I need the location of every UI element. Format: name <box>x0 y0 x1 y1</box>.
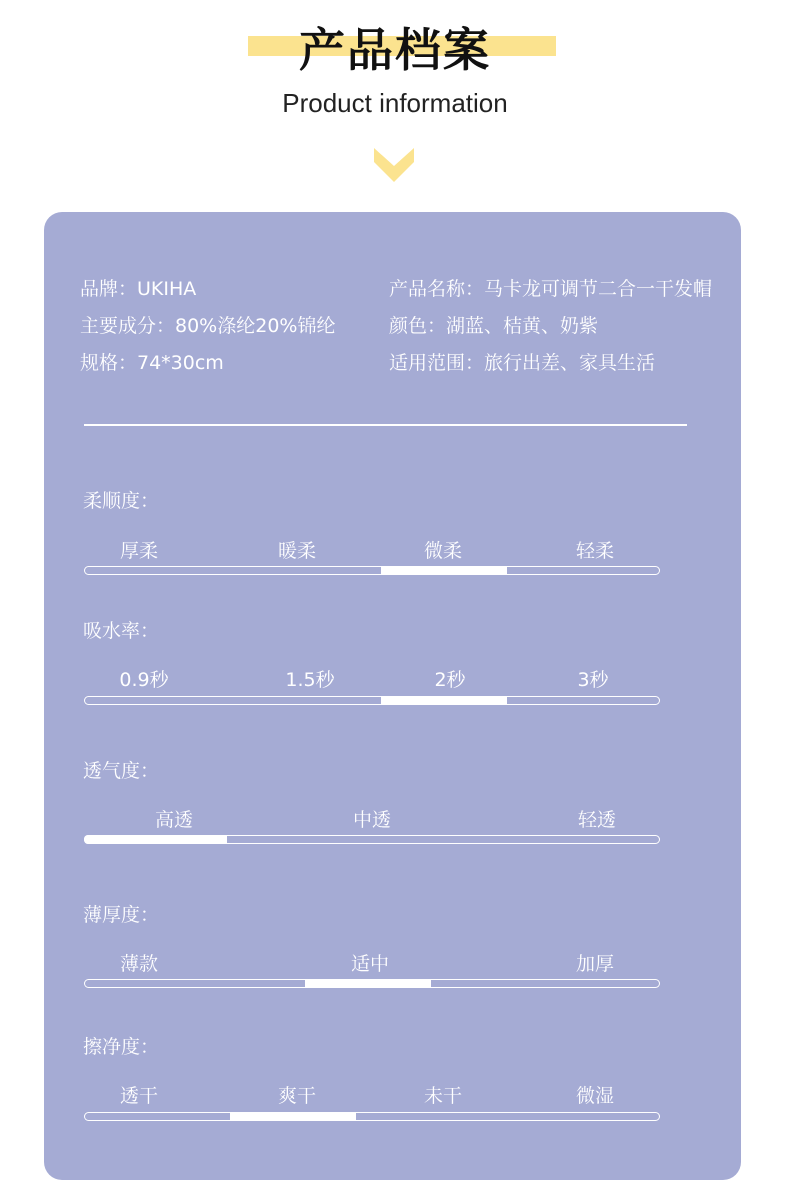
thickness-level-indicator <box>305 979 431 988</box>
thickness-option: 适中 <box>350 953 390 975</box>
breathability-option: 中透 <box>352 809 392 831</box>
absorption-label: 吸水率： <box>83 620 160 642</box>
thickness-track <box>84 979 660 988</box>
thickness-option: 加厚 <box>575 953 615 975</box>
softness-option: 微柔 <box>423 540 463 562</box>
absorption-level-indicator <box>381 696 507 705</box>
brand-info: 品牌：UKIHA <box>80 278 197 300</box>
breathability-label: 透气度： <box>83 760 160 782</box>
chevron-down-icon <box>372 146 416 184</box>
thickness-label: 薄厚度： <box>83 904 160 926</box>
product-info-card <box>44 212 741 1180</box>
breathability-option: 高透 <box>154 809 194 831</box>
breathability-level-indicator <box>84 835 227 844</box>
softness-level-indicator <box>381 566 507 575</box>
divider <box>84 424 687 426</box>
dryness-option: 透干 <box>119 1085 159 1107</box>
softness-track <box>84 566 660 575</box>
softness-option: 暖柔 <box>277 540 317 562</box>
dryness-track <box>84 1112 660 1121</box>
header <box>0 0 790 200</box>
absorption-option: 1.5秒 <box>285 669 335 691</box>
page-subtitle: Product information <box>282 88 508 118</box>
dryness-option: 未干 <box>423 1085 463 1107</box>
product-name-info: 产品名称：马卡龙可调节二合一干发帽 <box>389 278 713 300</box>
absorption-option: 2秒 <box>434 669 466 691</box>
dryness-option: 爽干 <box>277 1085 317 1107</box>
breathability-track <box>84 835 660 844</box>
scope-info: 适用范围：旅行出差、家具生活 <box>389 352 656 374</box>
softness-label: 柔顺度： <box>83 490 160 512</box>
material-info: 主要成分：80%涤纶20%锦纶 <box>80 315 336 337</box>
breathability-option: 轻透 <box>577 809 617 831</box>
absorption-track <box>84 696 660 705</box>
dryness-level-indicator <box>230 1112 356 1121</box>
dryness-label: 擦净度： <box>83 1036 160 1058</box>
absorption-option: 3秒 <box>577 669 609 691</box>
size-info: 规格：74*30cm <box>80 352 224 374</box>
color-info: 颜色：湖蓝、桔黄、奶紫 <box>389 315 599 337</box>
dryness-option: 微湿 <box>575 1085 615 1107</box>
page-title: 产品档案 <box>299 23 491 77</box>
absorption-option: 0.9秒 <box>119 669 169 691</box>
softness-option: 轻柔 <box>575 540 615 562</box>
softness-option: 厚柔 <box>119 540 159 562</box>
thickness-option: 薄款 <box>119 953 159 975</box>
